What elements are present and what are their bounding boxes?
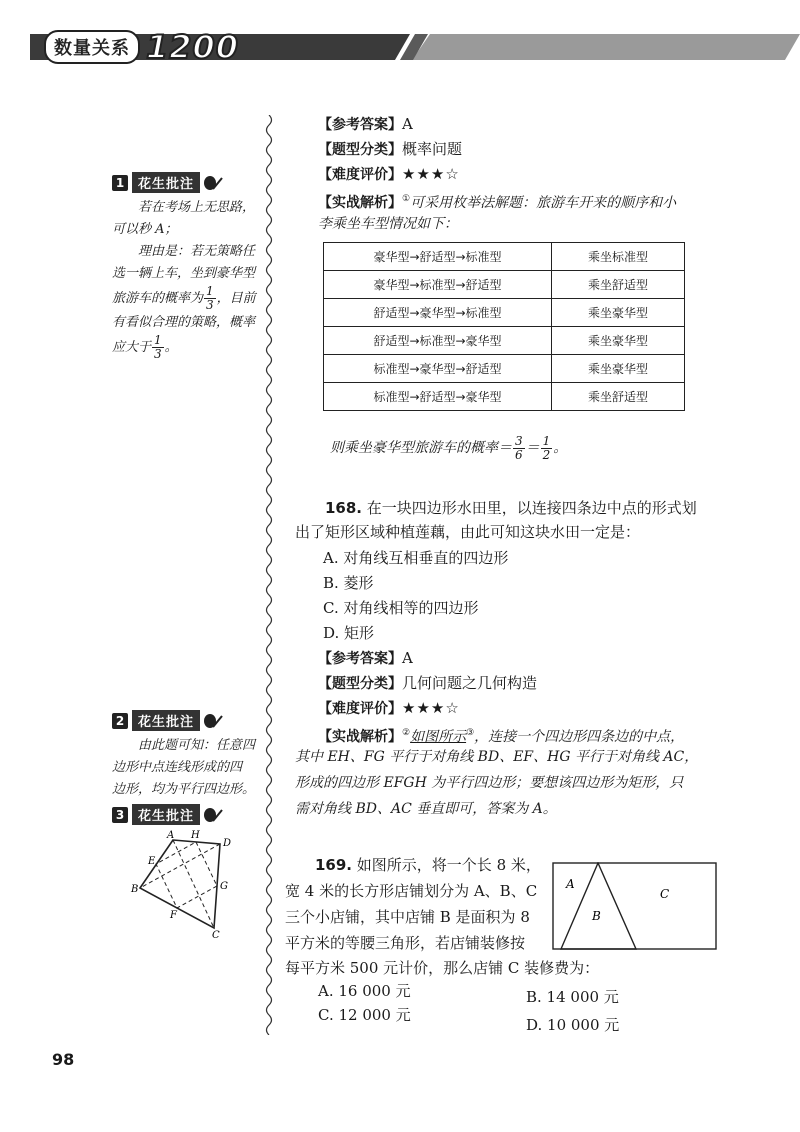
note-1-line: [112, 334, 260, 361]
fraction-denominator: 3: [154, 347, 162, 361]
answer-label: 【参考答案】: [318, 651, 402, 667]
difficulty-stars: ★★★☆: [402, 699, 460, 717]
note-3-number: 3: [112, 807, 128, 823]
triangle-b: [561, 863, 636, 949]
table-cell: 乘坐豪华型: [552, 355, 685, 383]
q168-stem-line: [295, 496, 725, 520]
fraction: [152, 334, 164, 361]
analysis-text: 如图所示: [410, 729, 467, 745]
table-row: [324, 383, 685, 411]
table-cell: 舒适型→豪华型→标准型: [324, 299, 552, 327]
fraction-numerator: 1: [542, 433, 551, 448]
rectangle-outline: [553, 863, 716, 949]
question-number: 168.: [325, 499, 363, 517]
table-cell: 豪华型→标准型→舒适型: [324, 271, 552, 299]
note-1-text: [112, 197, 260, 361]
analysis-text: 可采用枚举法解题：旅游车开来的顺序和小: [410, 195, 677, 211]
q167-block: [318, 112, 718, 215]
conclusion-text: 则乘坐豪华型旅游车的概率＝: [330, 440, 512, 456]
period: 。: [553, 440, 568, 456]
note-2-line: 边形，均为平行四边形。: [112, 782, 256, 797]
fraction-numerator: 1: [206, 284, 214, 298]
option-c: C. 对角线相等的四边形: [323, 599, 479, 617]
type-value: 几何问题之几何构造: [402, 674, 538, 692]
column-divider: [262, 115, 276, 1035]
difficulty-stars: ★★★☆: [402, 165, 460, 183]
question-text: 每平方米 500 元计价，那么店铺 C 装修费为：: [285, 959, 600, 977]
header-title: [44, 30, 239, 64]
note-1-line: 理由是：若无策略任: [138, 244, 256, 259]
q169-stem-line: [285, 852, 555, 878]
option-b: B. 14 000 元: [526, 988, 619, 1006]
q167-analysis-row: [318, 187, 718, 215]
note-1-label: 花生批注: [132, 172, 200, 193]
table-row: [324, 327, 685, 355]
q167-type-row: [318, 137, 718, 162]
answer-value: A: [402, 115, 413, 133]
table-cell: 乘坐豪华型: [552, 327, 685, 355]
question-text: 出了矩形区域种植莲藕，由此可知这块水田一定是：: [295, 523, 641, 541]
table-cell: 标准型→豪华型→舒适型: [324, 355, 552, 383]
footnote-marker: ②: [402, 728, 411, 738]
difficulty-label: 【难度评价】: [318, 167, 402, 183]
option-b: B. 菱形: [323, 574, 374, 592]
difficulty-label: 【难度评价】: [318, 701, 402, 717]
table-cell: 乘坐舒适型: [552, 271, 685, 299]
question-text: 在一块四边形水田里，以连接四条边中点的形式划: [366, 499, 697, 517]
q169-block: [285, 852, 555, 956]
label-c: C: [212, 930, 220, 938]
label-h: H: [191, 830, 200, 841]
label-shop-a: A: [566, 877, 575, 891]
fraction-denominator: 3: [206, 298, 214, 312]
note-3: [112, 804, 262, 825]
note-2-header: [112, 710, 262, 731]
note-1-header: [112, 172, 260, 193]
table-cell: 乘坐舒适型: [552, 383, 685, 411]
note-2-line: 边形中点连线形成的四: [112, 760, 243, 775]
q168-answer-row: [318, 646, 738, 671]
peanut-pen-icon: [203, 807, 223, 823]
fraction: [513, 435, 525, 462]
label-g: G: [220, 881, 228, 892]
fraction-denominator: 6: [515, 447, 523, 462]
note-1-number: 1: [112, 175, 128, 191]
question-text: 如图所示，将一个长 8 米，: [356, 856, 541, 874]
type-label: 【题型分类】: [318, 676, 402, 692]
note-2-label: 花生批注: [132, 710, 200, 731]
note-1-line: [112, 285, 260, 312]
fraction: [204, 285, 216, 312]
analysis-text: ，连接一个四边形四条边的中点，: [474, 729, 685, 745]
equals-sign: ＝: [525, 440, 540, 456]
table-cell: 乘坐豪华型: [552, 299, 685, 327]
note-2-number: 2: [112, 713, 128, 729]
note-1-text-span: 。: [164, 340, 178, 355]
peanut-pen-icon: [203, 175, 223, 191]
note-2: [112, 710, 262, 801]
answer-label: 【参考答案】: [318, 117, 402, 133]
note-1-line: 有看似合理的策略，概率: [112, 315, 256, 330]
note-2-line: 由此题可知：任意四: [138, 738, 256, 753]
table-row: [324, 243, 685, 271]
label-f: F: [170, 910, 177, 921]
q167-difficulty-row: [318, 162, 718, 187]
analysis-text: 其中 EH、FG 平行于对角线 BD、EF、HG 平行于对角线 AC，: [295, 749, 699, 765]
type-value: 概率问题: [402, 140, 463, 158]
peanut-pen-icon: [203, 713, 223, 729]
type-label: 【题型分类】: [318, 142, 402, 158]
q167-answer-row: [318, 112, 718, 137]
header-number: 1200: [146, 28, 240, 66]
fraction-numerator: 1: [154, 333, 162, 347]
label-d: D: [223, 838, 232, 849]
option-d: D. 10 000 元: [526, 1016, 620, 1034]
note-1-line: 可以秒 A；: [112, 222, 178, 237]
label-e: E: [148, 856, 156, 867]
shop-layout-figure: [552, 862, 717, 952]
enumeration-table: [323, 242, 685, 411]
option-a: A. 16 000 元: [318, 982, 411, 1000]
analysis-text: 形成的四边形 EFGH 为平行四边形；要想该四边形为矩形，只: [295, 775, 684, 791]
analysis-text: 需对角线 BD、AC 垂直即可，答案为 A。: [295, 801, 557, 817]
table-row: [324, 271, 685, 299]
note-1: [112, 172, 260, 361]
q168-options: [323, 546, 723, 646]
footnote-marker: ③: [466, 728, 475, 738]
note-3-header: [112, 804, 262, 825]
option-a: A. 对角线互相垂直的四边形: [323, 549, 509, 567]
note-1-text-span: 旅游车的概率为: [112, 291, 204, 306]
analysis-label: 【实战解析】: [318, 729, 402, 745]
question-text: 平方米的等腰三角形，若店铺装修按: [285, 934, 526, 952]
label-shop-c: C: [660, 887, 670, 901]
analysis-text: 李乘坐车型情况如下：: [318, 216, 458, 232]
table-cell: 舒适型→标准型→豪华型: [324, 327, 552, 355]
note-1-text-span: 应大于: [112, 340, 152, 355]
note-2-text: [112, 735, 262, 801]
note-3-label: 花生批注: [132, 804, 200, 825]
table-cell: 豪华型→舒适型→标准型: [324, 243, 552, 271]
page-number: 98: [52, 1050, 75, 1069]
question-text: 宽 4 米的长方形店铺划分为 A、B、C: [285, 882, 538, 900]
note-1-line: 选一辆上车，坐到豪华型: [112, 266, 256, 281]
fraction: [541, 435, 553, 462]
q168-difficulty-row: [318, 696, 738, 721]
quadrilateral-abcd: [140, 840, 220, 928]
question-text: 三个小店铺，其中店铺 B 是面积为 8: [285, 908, 530, 926]
label-b: B: [131, 884, 139, 895]
q168-answer-block: [318, 646, 738, 749]
footnote-marker: ①: [402, 194, 411, 204]
probability-conclusion: [330, 434, 567, 462]
q168-type-row: [318, 671, 738, 696]
quadrilateral-figure: [128, 828, 238, 938]
header-category: 数量关系: [44, 30, 140, 64]
fraction-denominator: 2: [542, 447, 551, 462]
note-1-line: 若在考场上无思路，: [138, 200, 256, 215]
label-a: A: [167, 830, 175, 841]
table-cell: 标准型→舒适型→豪华型: [324, 383, 552, 411]
q168-block: [295, 496, 725, 544]
note-1-text-span: ，目前: [216, 291, 256, 306]
table-row: [324, 299, 685, 327]
answer-value: A: [402, 649, 413, 667]
diagonal-ac: [173, 840, 214, 928]
analysis-label: 【实战解析】: [318, 195, 402, 211]
table-cell: 乘坐标准型: [552, 243, 685, 271]
question-number: 169.: [315, 856, 353, 874]
fraction-numerator: 3: [515, 433, 523, 448]
label-shop-b: B: [592, 909, 601, 923]
table-row: [324, 355, 685, 383]
option-d: D. 矩形: [323, 624, 375, 642]
q168-analysis-cont: [295, 744, 735, 822]
option-c: C. 12 000 元: [318, 1006, 411, 1024]
